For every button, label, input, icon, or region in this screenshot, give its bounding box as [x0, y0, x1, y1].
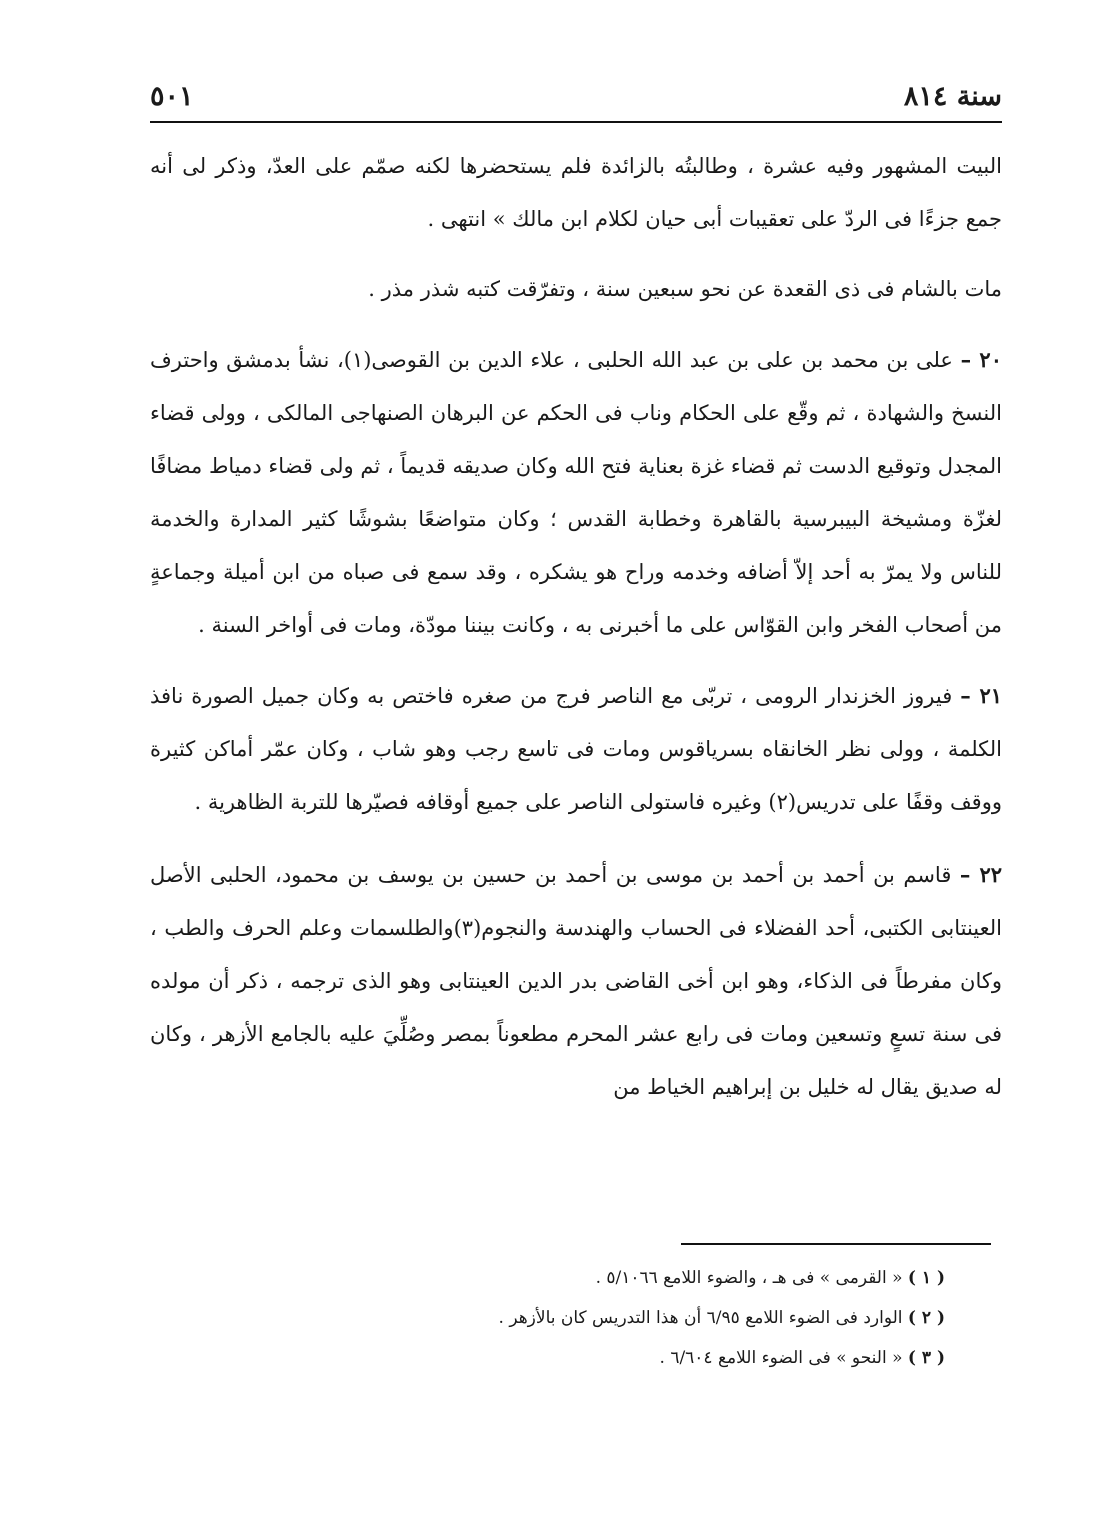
footnote-marker: ( ١ ) — [907, 1268, 945, 1288]
entry-number: ٢٠ – — [960, 347, 1002, 372]
entry-22 — [150, 848, 1002, 1114]
footnote-rule — [681, 1243, 991, 1245]
entry-number: ٢١ – — [960, 683, 1003, 708]
paragraph-death-note — [150, 263, 1002, 316]
footnote-text: « القرمى » فى هـ ، والضوء اللامع ٥/١٠٦٦ . — [595, 1268, 903, 1288]
entry-text: على بن محمد بن على بن عبد الله الحلبى ، علاء الدين بن القوصى(١)، نشأ بدمشق واحترف النسخ والشهادة ، ثم وقّع على الحكام وناب فى الحكم عن البرهان الصنهاجى المالكى ، وولى قضاء المجدل وتوقيع الدست ثم قضاء غزة بعناية فتح الله وكان صديقه قديماً ، ثم ولى قضاء دمياط مضافًا لغزّة ومشيخة البيبرسية بالقاهرة وخطابة القدس ؛ وكان متواضعًا بشوشًا كثير المدارة والخدمة للناس ولا يمرّ به أحد إلاّ أضافه وخدمه وراح هو يشكره ، وقد سمع فى صباه من ابن أميلة وجماعةٍ من أصحاب الفخر وابن القوّاس على ما أخبرنى به ، وكانت بيننا مودّة، ومات فى أواخر السنة . — [150, 348, 1002, 637]
entry-text: قاسم بن أحمد بن أحمد بن موسى بن أحمد بن حسين بن يوسف بن محمود، الحلبى الأصل العينتابى الكتبى، أحد الفضلاء فى الحساب والهندسة والنجوم(٣)والطلسمات وعلم الحرف والطب ، وكان مفرطاً فى الذكاء، وهو ابن أخى القاضى بدر الدين العينتابى وهو الذى ترجمه ، ذكر أن مولده فى سنة تسعٍ وتسعين ومات فى رابع عشر المحرم مطعوناً بمصر وصُلِّيَ عليه بالجامع الأزهر ، وكان له صديق يقال له خليل بن إبراهيم الخياط من — [150, 863, 1003, 1099]
footnotes — [245, 1258, 945, 1378]
header-rule — [150, 121, 1002, 123]
entry-number: ٢٢ – — [959, 862, 1002, 887]
entry-20 — [150, 333, 1002, 652]
paragraph-text: مات بالشام فى ذى القعدة عن نحو سبعين سنة ، وتفرّقت كتبه شذر مذر . — [368, 277, 1002, 301]
footnote-marker: ( ٣ ) — [907, 1348, 945, 1368]
footnote-3 — [245, 1338, 945, 1378]
footnote-text: « النحو » فى الضوء اللامع ٦/٦٠٤ . — [659, 1348, 903, 1368]
paragraph-text: البيت المشهور وفيه عشرة ، وطالبتُه بالزائدة فلم يستحضرها لكنه صمّم على العدّ، وذكر لى أنه جمع جزءًا فى الردّ على تعقيبات أبى حيان لكلام ابن مالك » انتهى . — [150, 154, 1002, 231]
footnote-2 — [245, 1298, 945, 1338]
footnote-marker: ( ٢ ) — [907, 1308, 945, 1328]
main-text — [150, 140, 1002, 1114]
footnote-text: الوارد فى الضوء اللامع ٦/٩٥ أن هذا التدريس كان بالأزهر . — [498, 1308, 903, 1328]
paragraph-continuation — [150, 140, 1002, 246]
entry-21 — [150, 669, 1002, 829]
footnote-1 — [245, 1258, 945, 1298]
page-number: ٥٠١ — [150, 81, 194, 112]
entry-text: فيروز الخزندار الرومى ، تربّى مع الناصر فرج من صغره فاختص به وكان جميل الصورة نافذ الكلمة ، وولى نظر الخانقاه بسرياقوس ومات فى تاسع رجب وهو شاب ، وكان عمّر أماكن كثيرة ووقف وقفًا على تدريس(٢) وغيره فاستولى الناصر على جميع أوقافه فصيّرها للتربة الظاهرية . — [150, 684, 1002, 814]
year-heading: سنة ٨١٤ — [903, 81, 1002, 112]
running-head — [150, 70, 1002, 120]
